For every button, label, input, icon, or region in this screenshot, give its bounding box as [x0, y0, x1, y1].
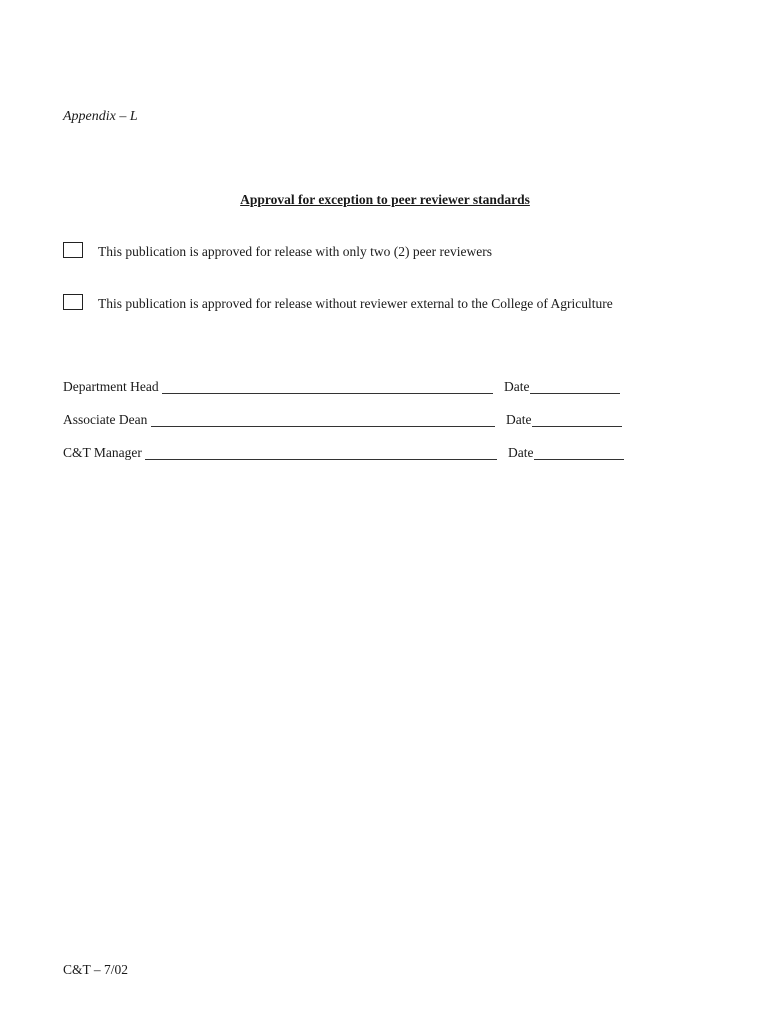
- footer-code: C&T – 7/02: [63, 962, 129, 977]
- date-label-ct-manager: Date: [508, 445, 534, 460]
- date-label-department-head: Date: [504, 379, 530, 394]
- option-label-two-reviewers: This publication is approved for release with only two (2) peer reviewers: [98, 243, 492, 259]
- date-line-associate-dean[interactable]: [532, 426, 622, 427]
- date-line-ct-manager[interactable]: [534, 459, 624, 460]
- date-label-associate-dean: Date: [506, 412, 532, 427]
- signature-label-ct-manager: C&T Manager: [63, 445, 142, 460]
- signature-label-associate-dean: Associate Dean: [63, 412, 148, 427]
- signature-row-associate-dean: [63, 412, 625, 432]
- form-title: Approval for exception to peer reviewer standards: [240, 192, 530, 207]
- option-row-no-external-reviewer: [63, 292, 613, 312]
- signature-row-department-head: [63, 379, 623, 399]
- signature-label-department-head: Department Head: [63, 379, 159, 394]
- signature-line-department-head[interactable]: [162, 393, 493, 394]
- signature-line-ct-manager[interactable]: [145, 459, 497, 460]
- signature-line-associate-dean[interactable]: [151, 426, 495, 427]
- date-line-department-head[interactable]: [530, 393, 620, 394]
- signature-row-ct-manager: [63, 445, 627, 465]
- checkbox-no-external-reviewer[interactable]: [63, 294, 83, 310]
- appendix-label: Appendix – L: [63, 109, 138, 124]
- checkbox-two-reviewers[interactable]: [63, 242, 83, 258]
- option-row-two-reviewers: [63, 240, 492, 260]
- option-label-no-external-reviewer: This publication is approved for release without reviewer external to the College of Agriculture: [98, 295, 613, 311]
